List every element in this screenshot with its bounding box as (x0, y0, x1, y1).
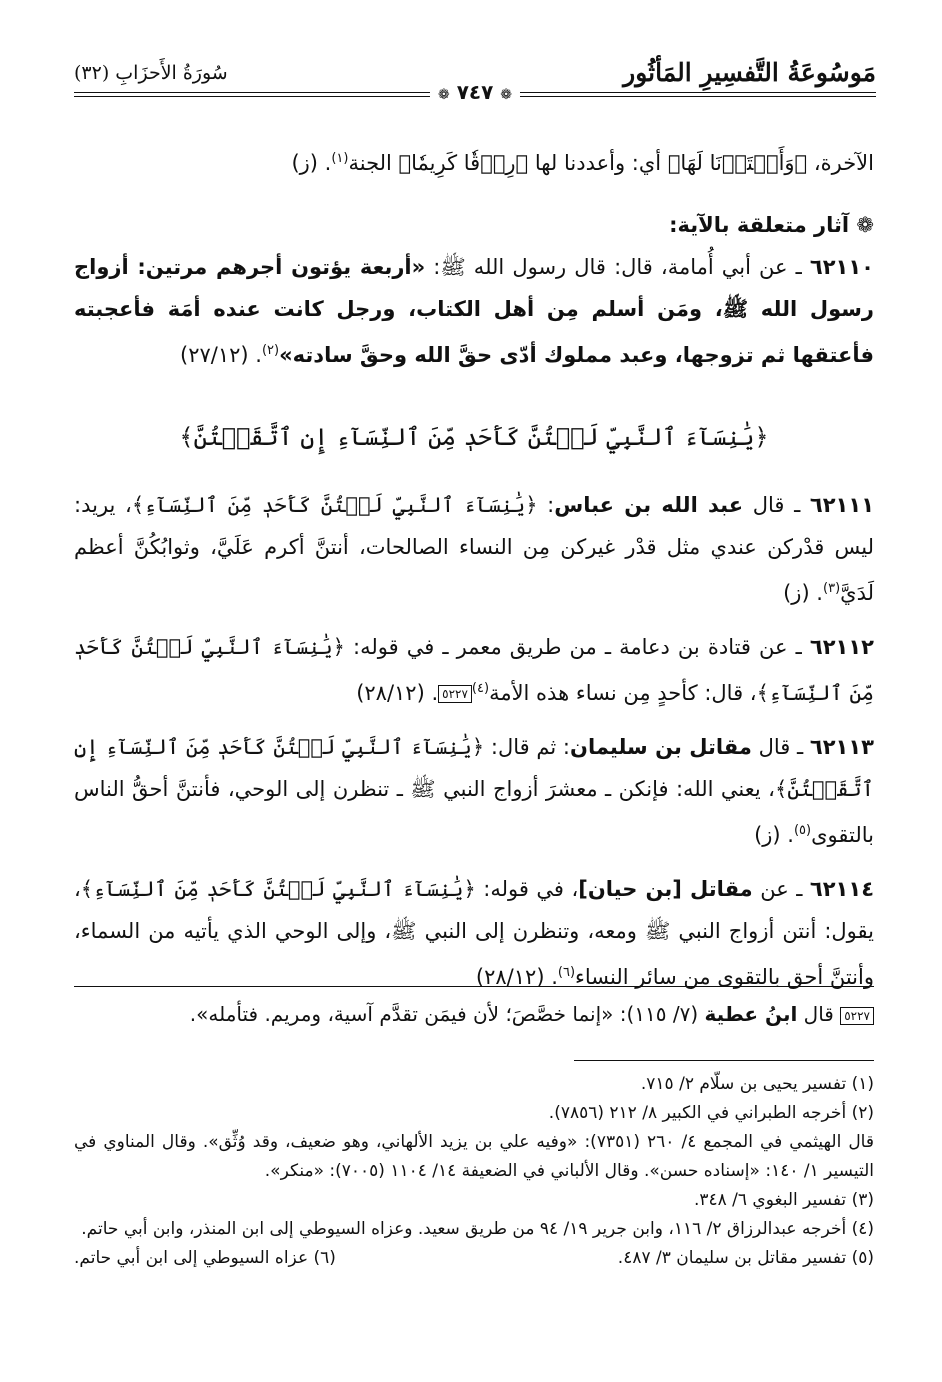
footnote-ref: (٤) (471, 681, 490, 696)
note-number-box: ٥٢٢٧ (840, 1007, 874, 1025)
entry-number: ٦٢١١١ (809, 493, 875, 517)
intro-paragraph: الآخرة، ﴿وَأَعۡتَدۡنَا لَهَا﴾ أي: وأعددنا لها ﴿رِزۡقٗا كَرِيمٗا﴾ الجنة$^{(١)}$. (ز) (291, 151, 874, 175)
volume-ref: . (٢٨/١٢) (356, 681, 439, 705)
volume-ref: . (ز) (754, 823, 794, 847)
entry-number: ٦٢١١٠ (809, 255, 874, 279)
page-number: ٧٤٧ (456, 80, 494, 104)
footnote-row-5-6 (74, 1244, 874, 1273)
entry-62114: ٦٢١١٤ ـ عن مقاتل [بن حيان]، في قوله: ﴿يَٰنِسَآءَ ٱلنَّبِيِّ لَسۡتُنَّ كَأَحَدٖ مِّنَ ٱلنِّسَآءِ﴾، يقول: أنتن أزواج النبي ﷺ ومعه، وتنظرن إلى النبي ﷺ، وإلى الوحي الذي يأتيه من السماء، وأنتنَّ أحق بالتقوى من سائر النساء$^{(٦)}$. (٢٨/١٢) (74, 877, 875, 989)
footnote-2-continued: قال الهيثمي في المجمع ٤/ ٢٦٠ (٧٣٥١): «وفيه علي بن يزيد الألهاني، وهو ضعيف، وقد وُثِّق». وقال المناوي في التيسير ١/ ١٤٠: «إسناده حسن». وقال الألباني في الضعيفة ١٤/ ١١٠٤ (٧٠٠٥): «منكر». (74, 1132, 874, 1181)
quran-quote: ﴿وَأَعۡتَدۡنَا لَهَا﴾ (667, 151, 808, 175)
surah-title: سُورَةُ الأَحزَابِ (٣٢) (74, 62, 228, 84)
section-heading: ❁ آثار متعلقة بالآية: (669, 213, 874, 237)
entry-62112: ٦٢١١٢ ـ عن قتادة بن دعامة ـ من طريق معمر ـ في قوله: ﴿يَٰنِسَآءَ ٱلنَّبِيِّ لَسۡتُنَّ كَأَحَدٖ مِّنَ ٱلنِّسَآءِ﴾، قال: كأحدٍ مِن نساء هذه الأمة$^{(٤)}$٥٢٢٧. (٢٨/١٢) (74, 635, 874, 705)
footnote-ref: (٣) (823, 581, 841, 596)
page-header (74, 58, 876, 114)
narrator-name: مقاتل [بن حيان] (578, 877, 753, 901)
narrator-name: مقاتل بن سليمان (570, 735, 752, 759)
entry-62111: ٦٢١١١ ـ قال عبد الله بن عباس: ﴿يَٰنِسَآءَ ٱلنَّبِيِّ لَسۡتُنَّ كَأَحَدٖ مِّنَ ٱلنِّسَآءِ﴾، يريد: ليس قدْركن عندي مثل قدْر غيركن مِن النساء الصالحات، أنتنَّ أكرم عَلَيَّ، وثوابُكُنَّ أعظم لَدَيَّ$^{(٣)}$. (ز) (74, 493, 875, 605)
entry-number: ٦٢١١٢ (809, 635, 874, 659)
footnote-5: (٥) تفسير مقاتل بن سليمان ٣/ ٤٨٧. (617, 1248, 874, 1268)
entry-62113: ٦٢١١٣ ـ قال مقاتل بن سليمان: ثم قال: ﴿يَٰنِسَآءَ ٱلنَّبِيِّ لَسۡتُنَّ كَأَحَدٖ مِّنَ ٱلنِّسَآءِ إِنِ ٱتَّقَيۡتُنَّ﴾، يعني الله: فإنكن ـ معشرَ أزواج النبي ﷺ ـ تنظرن إلى الوحي، فأنتنَّ أحقُّ الناس بالتقوى$^{(٥)}$. (ز) (74, 735, 874, 847)
quran-quote: ﴿يَٰنِسَآءَ ٱلنَّبِيِّ لَسۡتُنَّ كَأَحَدٖ مِّنَ ٱلنِّسَآءِ﴾ (80, 877, 476, 901)
notes-divider (74, 986, 874, 987)
ornament-icon: ❁ (437, 87, 450, 103)
commentary-note: ٥٢٢٧ قال ابنُ عطية (٧/ ١١٥): «إنما خصَّصَ؛ لأن فيمَن تقدَّم آسية، ومريم. فتأمله». (74, 997, 874, 1031)
quran-quote: ﴿يَٰنِسَآءَ ٱلنَّبِيِّ لَسۡتُنَّ كَأَحَدٖ مِّنَ ٱلنِّسَآءِ﴾ (131, 493, 538, 517)
footnote-2: (٢) أخرجه الطبراني في الكبير ٨/ ٢١٢ (٧٨٥٦). (548, 1103, 874, 1123)
narrator-name: عبد الله بن عباس (554, 493, 744, 517)
book-title: مَوسُوعَةُ التَّفسِيرِ المَأثُور (623, 58, 876, 87)
quran-quote: ﴿يَٰنِسَآءَ ٱلنَّبِيِّ لَسۡتُنَّ كَأَحَدٖ مِّنَ ٱلنِّسَآءِ إِنِ ٱتَّقَيۡتُنَّ﴾ (74, 735, 874, 801)
footnotes (74, 1070, 874, 1273)
ornament-icon: ❁ (500, 87, 513, 103)
entry-62110: ٦٢١١٠ ـ عن أبي أُمامة، قال: قال رسول الله ﷺ: «أربعة يؤتون أجرهم مرتين: أزواج رسول الله ﷺ، ومَن أسلم مِن أهل الكتاب، ورجل كانت عنده أمَة فأعجبته فأعتقها ثم تزوجها، وعبد مملوك أدّى حقَّ الله وحقَّ سادته»$^{(٢)}$. (٢٧/١٢) (74, 255, 874, 367)
volume-ref: . (٢٧/١٢) (180, 343, 262, 367)
footnotes-divider (574, 1060, 874, 1061)
entry-number: ٦٢١١٣ (809, 735, 874, 759)
hadith-text: «أربعة يؤتون أجرهم مرتين: أزواج رسول الله ﷺ، ومَن أسلم مِن أهل الكتاب، ورجل كانت عنده أمَة فأعجبته فأعتقها ثم تزوجها، وعبد مملوك أدّى حقَّ الله وحقَّ سادته» (74, 255, 874, 367)
main-text (74, 138, 874, 998)
quran-quote: ﴿رِزۡقٗا كَرِيمٗا﴾ (398, 151, 529, 175)
volume-ref: . (٢٨/١٢) (475, 965, 558, 989)
footnote-1: (١) تفسير يحيى بن سلّام ٢/ ٧١٥. (640, 1074, 874, 1094)
footnote-ref: (٥) (793, 823, 812, 838)
footnote-6: (٦) عزاه السيوطي إلى ابن أبي حاتم. (74, 1248, 336, 1268)
quran-quote: ﴿يَٰنِسَآءَ ٱلنَّبِيِّ لَسۡتُنَّ كَأَحَدٖ مِّنَ ٱلنِّسَآءِ﴾ (74, 635, 874, 705)
footnote-3: (٣) تفسير البغوي ٦/ ٣٤٨. (693, 1190, 874, 1210)
verse-heading: ﴿يَٰنِسَآءَ ٱلنَّبِيِّ لَسۡتُنَّ كَأَحَدٖ مِّنَ ٱلنِّسَآءِ إِنِ ٱتَّقَيۡتُنَّ﴾ (179, 423, 769, 451)
footnote-4: (٤) أخرجه عبدالرزاق ٢/ ١١٦، وابن جرير ١٩/ ٩٤ من طريق سعيد. وعزاه السيوطي إلى ابن المنذر، وابن أبي حاتم. (81, 1219, 874, 1239)
page-number-block (430, 80, 520, 104)
scholar-name: ابنُ عطية (704, 1002, 798, 1026)
footnote-ref: (٦) (557, 965, 576, 980)
footnote-ref: (١) (331, 151, 349, 166)
entry-number: ٦٢١١٤ (809, 877, 875, 901)
note-ref-box: ٥٢٢٧ (438, 685, 472, 703)
volume-ref: . (ز) (783, 581, 823, 605)
footnote-ref: (٢) (261, 343, 280, 358)
